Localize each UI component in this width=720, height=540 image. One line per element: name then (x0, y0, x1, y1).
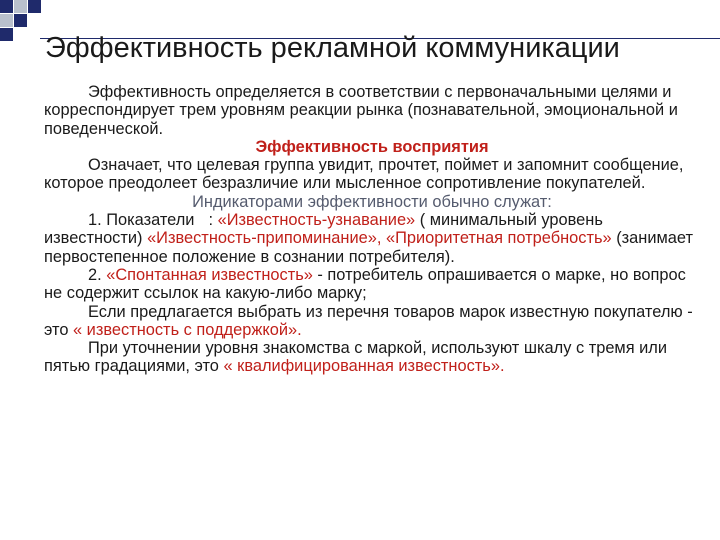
indicators-heading: Индикаторами эффективности обычно служат: (192, 192, 552, 211)
meaning-paragraph: Означает, что целевая группа увидит, прочтет, поймет и запомнит сообщение, которое преодолеет безразличие или мысленное сопротивление покупателей. (44, 156, 684, 193)
term-supported: « известность с поддержкой». (73, 320, 302, 339)
item-number: 2. (88, 265, 102, 284)
subheading: Эффективность восприятия (255, 137, 489, 156)
decor-square (28, 0, 41, 13)
qualified-paragraph (44, 339, 700, 376)
term-qualified: « квалифицированная известность». (223, 357, 505, 376)
term-spontaneous: «Спонтанная известность» (106, 265, 313, 284)
slide-body (44, 83, 700, 376)
item-text: При уточнении уровня знакомства с маркой, используют шкалу с тремя или пятью градациями, это (44, 339, 668, 376)
term-recognition: «Известность-узнавание» (217, 211, 416, 230)
supported-paragraph (44, 303, 700, 340)
decor-square (0, 14, 13, 27)
decor-square (0, 0, 13, 13)
item-separator: : (208, 211, 214, 230)
term-recall-priority: «Известность-припоминание», «Приоритетная потребность» (147, 229, 612, 248)
item-text: Если предлагается выбрать из перечня товаров марок известную покупателю - это (44, 302, 693, 339)
page-title: Эффективность рекламной коммуникации (45, 32, 620, 64)
item-text: (занимает первостепенное положение в сознании потребителя). (44, 229, 693, 266)
decor-square (14, 0, 27, 13)
item-text: - потребитель опрашивается о марке, но вопрос не содержит ссылок на какую-либо марку; (44, 265, 686, 303)
item-number: 1. Показатели (88, 211, 195, 230)
decor-square (0, 28, 13, 41)
item-text: ( минимальный уровень известности) (44, 211, 603, 248)
intro-paragraph: Эффективность определяется в соответствии с первоначальными целями и корреспондирует трем уровням реакции рынка (познавательной, эмоциональной и поведенческой. (44, 83, 678, 138)
indicator-item-1 (44, 211, 700, 266)
decor-square (14, 14, 27, 27)
indicator-item-2 (44, 266, 700, 303)
